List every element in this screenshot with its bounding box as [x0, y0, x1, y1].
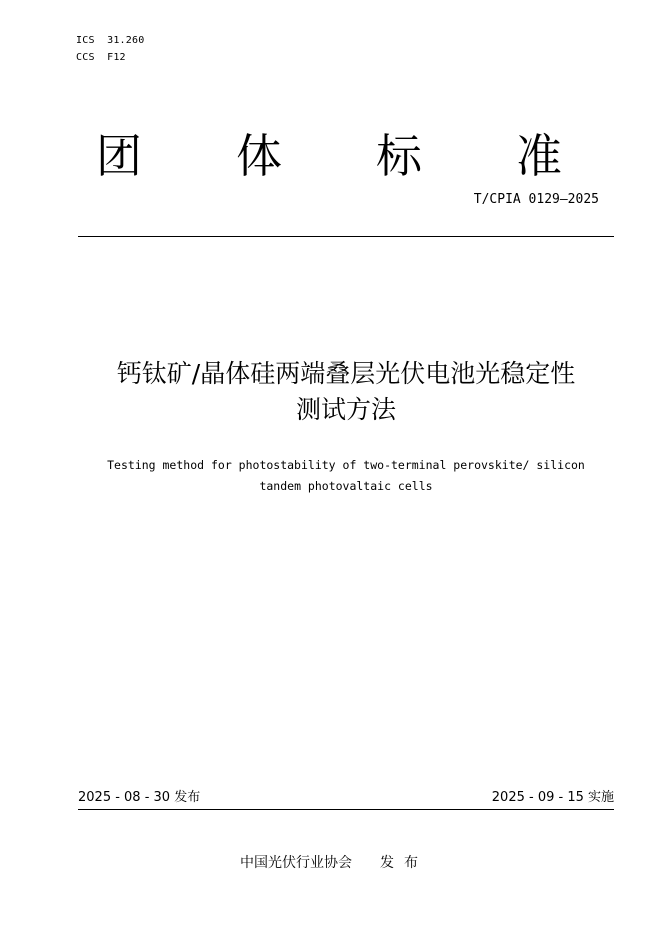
- english-title: [40, 455, 652, 497]
- publisher-line: [240, 852, 428, 874]
- publisher-action: 发布: [380, 855, 428, 871]
- date-row: [78, 787, 614, 809]
- standard-type-heading: [78, 120, 598, 192]
- issue-date: 2025 - 08 - 30 发布: [78, 790, 201, 805]
- bottom-divider: [78, 809, 614, 810]
- implementation-date: 2025 - 09 - 15 实施: [491, 790, 614, 805]
- publisher-name: 中国光伏行业协会: [240, 855, 352, 871]
- ccs-code: CCS F12: [76, 52, 126, 63]
- standard-type-char: 团: [96, 129, 142, 183]
- chinese-title-line: 钙钛矿/晶体硅两端叠层光伏电池光稳定性: [116, 359, 576, 388]
- standard-type-char: 体: [236, 129, 282, 183]
- standard-type-char: 标: [376, 129, 422, 183]
- chinese-title-line: 测试方法: [295, 395, 396, 424]
- english-title-line: tandem photovaltaic cells: [259, 479, 433, 493]
- standard-type-char: 准: [516, 129, 562, 183]
- top-divider: [78, 236, 614, 237]
- english-title-line: Testing method for photostability of two-terminal perovskite/ silicon: [107, 458, 585, 472]
- chinese-title: [60, 356, 632, 428]
- standard-number: T/CPIA 0129—2025: [473, 192, 599, 207]
- ics-code: ICS 31.260: [76, 35, 145, 46]
- classification-codes: [76, 32, 144, 66]
